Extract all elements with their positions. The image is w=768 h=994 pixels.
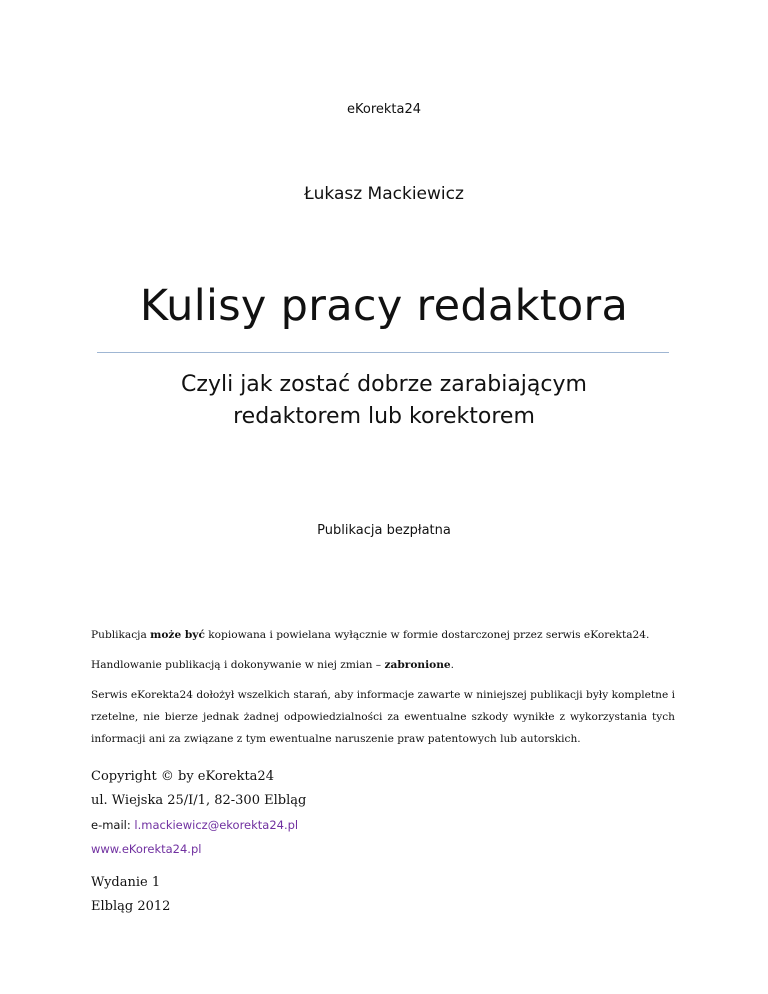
copyright-line: Copyright © by eKorekta24 (91, 769, 274, 784)
place-year-line: Elbląg 2012 (91, 899, 171, 914)
copy-permission-emphasis: może być (150, 629, 205, 641)
trade-prohibition-post: . (450, 659, 455, 671)
email-line (91, 813, 675, 837)
subtitle-line-1: Czyli jak zostać dobrze zarabiającym (181, 372, 587, 397)
legal-notice (91, 624, 675, 758)
document-subtitle (0, 369, 768, 433)
trade-prohibition-note (91, 654, 675, 676)
document-title: Kulisy pracy redaktora (139, 281, 629, 331)
subtitle-line-2: redaktorem lub korektorem (233, 404, 535, 429)
website-line (91, 837, 675, 861)
edition-line: Wydanie 1 (91, 875, 161, 890)
email-label: e-mail: (91, 818, 135, 832)
copy-permission-post: kopiowana i powielana wyłącznie w formie dostarczonej przez serwis eKorekta24. (204, 629, 650, 641)
free-publication-label: Publikacja bezpłatna (317, 523, 451, 538)
email-link[interactable]: l.mackiewicz@ekorekta24.pl (134, 818, 299, 832)
website-link[interactable]: www.eKorekta24.pl (91, 842, 202, 856)
copy-permission-note (91, 624, 675, 646)
publisher-name: eKorekta24 (346, 102, 422, 117)
contact-block (91, 765, 675, 919)
contact-spacer (91, 861, 675, 871)
title-divider (97, 352, 669, 353)
address-line: ul. Wiejska 25/I/1, 82-300 Elbląg (91, 793, 307, 808)
author-name: Łukasz Mackiewicz (304, 184, 464, 204)
copy-permission-pre: Publikacja (91, 629, 151, 641)
trade-prohibition-pre: Handlowanie publikacją i dokonywanie w niej zmian – (91, 659, 385, 671)
liability-disclaimer: Serwis eKorekta24 dołożył wszelkich starań, aby informacje zawarte w niniejszej publikacji były kompletne i rzetelne, nie bierze jednak żadnej odpowiedzialności za ewentualne szkody wynikłe z wykorzystania tych informacji ani za związane z tym ewentualne naruszenie praw patentowych lub autorskich. (91, 689, 675, 745)
trade-prohibition-emphasis: zabronione (384, 659, 451, 671)
